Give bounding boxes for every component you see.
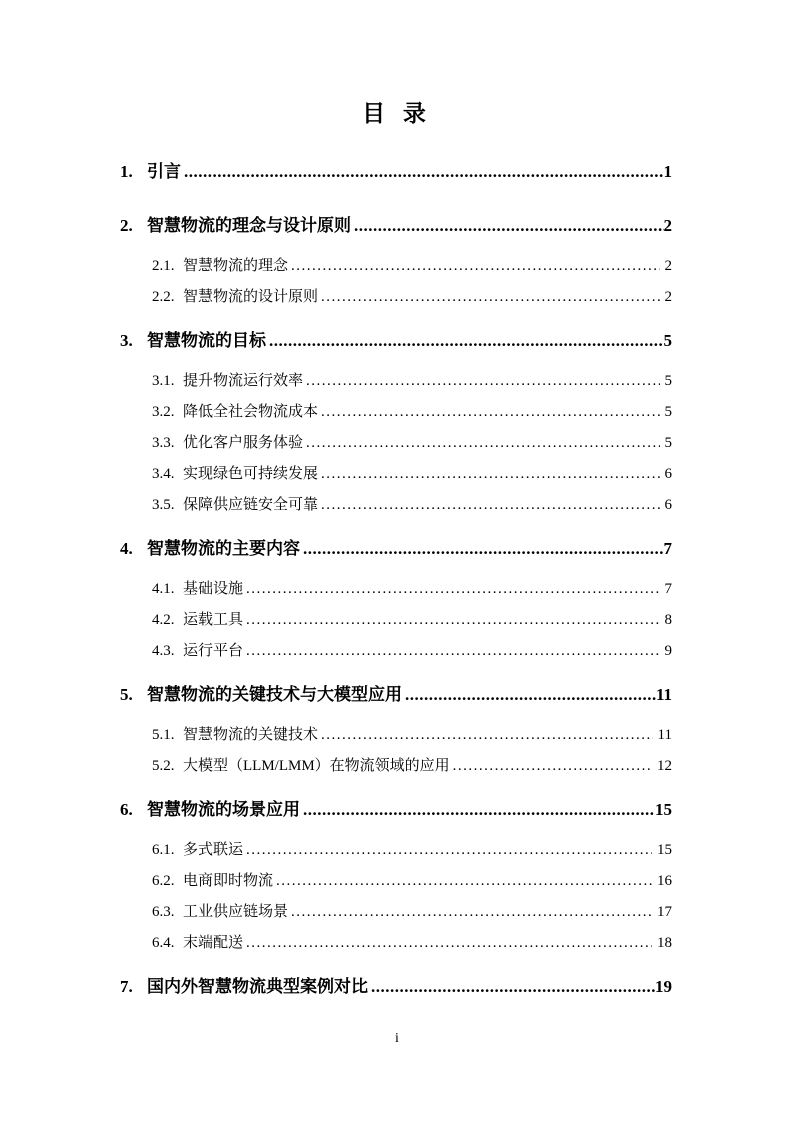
toc-entry[interactable] — [152, 727, 672, 743]
dot-leader — [321, 466, 659, 482]
toc-entry-page: 15 — [657, 842, 672, 858]
toc-entry-page: 19 — [655, 977, 672, 996]
toc-entry-number: 2.2. — [152, 289, 175, 305]
toc-entry-number: 5.2. — [152, 758, 175, 774]
dot-leader — [246, 612, 659, 628]
toc-entry-label: 末端配送 — [183, 935, 244, 951]
toc-entry-number: 3.2. — [152, 404, 175, 420]
dot-leader — [291, 258, 659, 274]
toc-entry-number: 3.4. — [152, 466, 175, 482]
toc-entry[interactable] — [120, 539, 672, 559]
toc-entry-number: 5. — [120, 685, 133, 704]
dot-leader — [321, 289, 659, 305]
toc-entry[interactable] — [152, 873, 672, 889]
toc-entry-page: 11 — [655, 685, 672, 704]
toc-entry-label: 智慧物流的关键技术与大模型应用 — [147, 685, 402, 704]
dot-leader — [276, 873, 652, 889]
toc-entry-number: 3.5. — [152, 497, 175, 513]
toc-entry-number: 4. — [120, 539, 133, 558]
toc-entry-page: 12 — [657, 758, 672, 774]
toc-entry[interactable] — [152, 581, 672, 597]
toc-entry-page: 16 — [657, 873, 672, 889]
toc-entry[interactable] — [152, 935, 672, 951]
toc-entry-number: 6. — [120, 800, 133, 819]
toc-entry-page: 6 — [664, 497, 672, 513]
toc-entry-number: 4.1. — [152, 581, 175, 597]
dot-leader — [269, 331, 664, 351]
toc-entry-page: 2 — [664, 258, 672, 274]
toc-entry[interactable] — [152, 497, 672, 513]
toc-entry[interactable] — [120, 800, 672, 820]
dot-leader — [321, 727, 653, 743]
toc-entry-page: 11 — [657, 727, 672, 743]
toc-entry-number: 4.3. — [152, 643, 175, 659]
toc-entry-label: 实现绿色可持续发展 — [183, 466, 319, 482]
toc-entry-label: 国内外智慧物流典型案例对比 — [147, 977, 368, 996]
toc-entry[interactable] — [152, 612, 672, 628]
dot-leader — [321, 404, 659, 420]
toc-entry[interactable] — [152, 258, 672, 274]
toc-entry-number: 3.3. — [152, 435, 175, 451]
toc-entry-label: 智慧物流的理念 — [183, 258, 289, 274]
dot-leader — [371, 977, 655, 997]
toc-entry[interactable] — [152, 435, 672, 451]
toc-entry-label: 智慧物流的关键技术 — [183, 727, 319, 743]
toc-entry-page: 5 — [664, 435, 672, 451]
dot-leader — [303, 539, 664, 559]
toc-entry-page: 8 — [664, 612, 672, 628]
toc-entry-label: 优化客户服务体验 — [183, 435, 304, 451]
toc-entry-number: 3.1. — [152, 373, 175, 389]
dot-leader — [453, 758, 652, 774]
toc-entry[interactable] — [152, 373, 672, 389]
dot-leader — [405, 685, 656, 705]
dot-leader — [303, 800, 655, 820]
toc-entry-label: 运载工具 — [183, 612, 244, 628]
toc-entry-label: 智慧物流的理念与设计原则 — [147, 216, 351, 235]
toc-entry-page: 17 — [657, 904, 672, 920]
toc-entry[interactable] — [152, 466, 672, 482]
toc-entry-page: 2 — [663, 216, 672, 235]
toc-entry-label: 提升物流运行效率 — [183, 373, 304, 389]
toc-entry[interactable] — [120, 685, 672, 705]
toc-entry-page: 18 — [657, 935, 672, 951]
toc-entry-label: 电商即时物流 — [183, 873, 274, 889]
table-of-contents — [120, 162, 672, 997]
toc-entry-page: 6 — [664, 466, 672, 482]
toc-entry-label: 引言 — [147, 162, 181, 181]
toc-entry-page: 5 — [664, 404, 672, 420]
toc-entry-page: 1 — [663, 162, 672, 181]
dot-leader — [246, 581, 659, 597]
toc-entry-page: 9 — [664, 643, 672, 659]
toc-entry-label: 基础设施 — [183, 581, 244, 597]
toc-entry[interactable] — [152, 404, 672, 420]
toc-entry[interactable] — [152, 758, 672, 774]
toc-entry-number: 2.1. — [152, 258, 175, 274]
toc-entry-label: 保障供应链安全可靠 — [183, 497, 319, 513]
toc-entry-label: 智慧物流的设计原则 — [183, 289, 319, 305]
toc-entry[interactable] — [152, 842, 672, 858]
toc-entry-label: 多式联运 — [183, 842, 244, 858]
toc-entry-label: 智慧物流的目标 — [147, 331, 266, 350]
toc-entry[interactable] — [152, 904, 672, 920]
toc-entry-label: 大模型（LLM/LMM）在物流领域的应用 — [183, 758, 450, 774]
toc-entry-page: 2 — [664, 289, 672, 305]
dot-leader — [246, 643, 659, 659]
toc-entry-number: 2. — [120, 216, 133, 235]
toc-entry-number: 3. — [120, 331, 133, 350]
footer-page-number: i — [395, 1031, 399, 1046]
toc-entry-label: 工业供应链场景 — [183, 904, 289, 920]
toc-entry-number: 6.4. — [152, 935, 175, 951]
toc-entry[interactable] — [152, 289, 672, 305]
toc-entry-number: 1. — [120, 162, 133, 181]
toc-entry[interactable] — [120, 331, 672, 351]
dot-leader — [246, 842, 652, 858]
toc-entry-number: 5.1. — [152, 727, 175, 743]
toc-entry-number: 4.2. — [152, 612, 175, 628]
toc-entry[interactable] — [120, 162, 672, 182]
toc-entry-page: 15 — [655, 800, 672, 819]
toc-entry-label: 降低全社会物流成本 — [183, 404, 319, 420]
toc-entry-page: 5 — [663, 331, 672, 350]
dot-leader — [306, 435, 659, 451]
toc-entry-number: 6.2. — [152, 873, 175, 889]
toc-entry-number: 6.3. — [152, 904, 175, 920]
toc-entry-label: 运行平台 — [183, 643, 244, 659]
page-title: 目 录 — [362, 101, 432, 126]
dot-leader — [306, 373, 659, 389]
dot-leader — [354, 216, 664, 236]
dot-leader — [246, 935, 652, 951]
toc-entry-number: 7. — [120, 977, 133, 996]
toc-entry-page: 5 — [664, 373, 672, 389]
toc-entry[interactable] — [152, 643, 672, 659]
toc-entry[interactable] — [120, 977, 672, 997]
toc-entry-label: 智慧物流的主要内容 — [147, 539, 300, 558]
toc-entry-page: 7 — [663, 539, 672, 558]
toc-entry-number: 6.1. — [152, 842, 175, 858]
dot-leader — [291, 904, 652, 920]
toc-entry[interactable] — [120, 216, 672, 236]
toc-entry-page: 7 — [664, 581, 672, 597]
dot-leader — [321, 497, 659, 513]
dot-leader — [184, 162, 664, 182]
toc-entry-label: 智慧物流的场景应用 — [147, 800, 300, 819]
